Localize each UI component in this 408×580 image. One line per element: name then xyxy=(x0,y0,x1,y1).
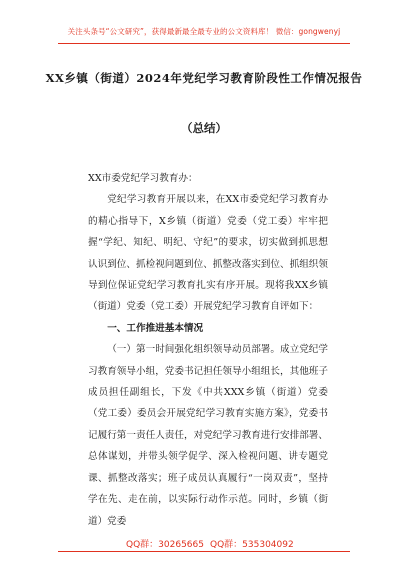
section-paragraph: （一）第一时间强化组织领导动员部署。成立党纪学习教育领导小组，党委书记担任领导小组组长，其他班子成员担任副组长，下发《中共XXX乡镇（街道）党委（党工委）委员会开展党纪学习教育实施方案》，党委书记履行第一责任人责任，对党纪学习教育进行安排部署、总体谋划，并带头领学促学、深入检视问题、讲专题党课、抓整改落实；班子成员认真履行“一岗双责”，坚持学在先、走在前，以实际行动作示范。同时，乡镇（街道）党委 xyxy=(88,344,328,527)
intro-paragraph: 党纪学习教育开展以来，在XX市委党纪学习教育办的精心指导下，X乡镇（街道）党委（党工委）牢牢把握“学纪、知纪、明纪、守纪”的要求，切实做到抓思想认识到位、抓检视问题到位、抓整改落实到位、抓组织领导到位保证党纪学习教育扎实有序开展。现将我XX乡镇（街道）党委（党工委）开展党纪学习教育自评如下： xyxy=(88,194,328,313)
footer-qq-group-1: QQ群：30265665 xyxy=(126,540,204,550)
header-divider xyxy=(58,43,350,44)
footer-qq-group-2: QQ群：535304092 xyxy=(210,540,294,550)
section-heading: 一、工作推进基本情况 xyxy=(107,322,204,334)
footer-divider xyxy=(58,551,350,552)
document-body xyxy=(88,168,328,532)
salutation: XX市委党纪学习教育办： xyxy=(88,173,198,184)
document-title: XX乡镇（街道）2024年党纪学习教育阶段性工作情况报告 xyxy=(45,71,363,85)
page-header xyxy=(0,0,408,50)
document-subtitle: （总结） xyxy=(181,121,227,135)
header-notice: 关注头条号“公文研究”，获得最新最全最专业的公文资料库！ 微信：gongwenyj xyxy=(67,27,341,36)
